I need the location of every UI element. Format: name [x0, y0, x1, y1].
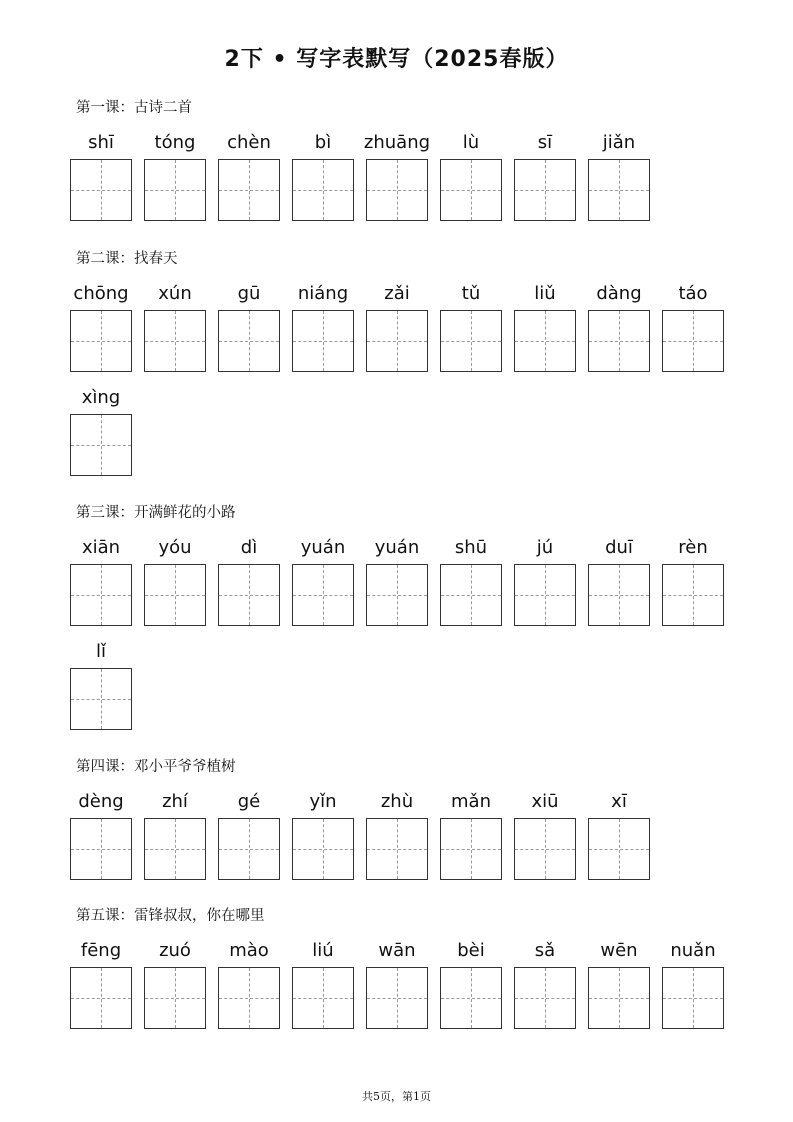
- pinyin-label: shū: [454, 537, 488, 558]
- tianzige-box[interactable]: [70, 414, 132, 476]
- pinyin-label: xiū: [531, 791, 559, 812]
- tianzige-box[interactable]: [292, 967, 354, 1029]
- page-title: 2下 • 写字表默写（2025春版）: [224, 47, 569, 72]
- pinyin-label: zuó: [159, 940, 191, 961]
- pinyin-label: chèn: [227, 132, 271, 153]
- pinyin-label: liú: [312, 940, 334, 961]
- grid-guide-vertical: [249, 160, 250, 220]
- grid-guide-vertical: [323, 160, 324, 220]
- pinyin-label: fēng: [80, 940, 122, 961]
- grid-guide-vertical: [101, 160, 102, 220]
- grid-guide-vertical: [101, 669, 102, 729]
- grid-guide-vertical: [619, 968, 620, 1028]
- pinyin-label: xiān: [81, 537, 121, 558]
- tianzige-box[interactable]: [514, 967, 576, 1029]
- grid-guide-vertical: [323, 819, 324, 879]
- pinyin-label: dì: [240, 537, 258, 558]
- pinyin-label: wēn: [600, 940, 638, 961]
- grid-guide-vertical: [175, 160, 176, 220]
- tianzige-box[interactable]: [218, 564, 280, 626]
- tianzige-box[interactable]: [366, 818, 428, 880]
- grid-guide-vertical: [545, 819, 546, 879]
- pinyin-label: táo: [678, 283, 708, 304]
- pinyin-label: dàng: [596, 283, 642, 304]
- tianzige-box[interactable]: [588, 818, 650, 880]
- tianzige-box[interactable]: [70, 310, 132, 372]
- grid-guide-vertical: [101, 311, 102, 371]
- tianzige-box[interactable]: [70, 818, 132, 880]
- pinyin-label: xìng: [81, 387, 121, 408]
- tianzige-box[interactable]: [366, 564, 428, 626]
- pinyin-label: liǔ: [534, 283, 556, 304]
- grid-guide-vertical: [249, 819, 250, 879]
- tianzige-box[interactable]: [514, 564, 576, 626]
- pinyin-label: yǐn: [309, 791, 337, 812]
- tianzige-box[interactable]: [366, 967, 428, 1029]
- grid-guide-vertical: [397, 160, 398, 220]
- pinyin-label: nuǎn: [670, 940, 716, 961]
- tianzige-box[interactable]: [144, 159, 206, 221]
- grid-guide-vertical: [619, 311, 620, 371]
- grid-guide-vertical: [249, 968, 250, 1028]
- pinyin-label: jiǎn: [602, 132, 636, 153]
- grid-guide-vertical: [471, 160, 472, 220]
- tianzige-box[interactable]: [662, 564, 724, 626]
- tianzige-box[interactable]: [588, 967, 650, 1029]
- grid-guide-vertical: [101, 415, 102, 475]
- pinyin-label: tóng: [154, 132, 196, 153]
- pinyin-label: dèng: [78, 791, 124, 812]
- tianzige-box[interactable]: [662, 967, 724, 1029]
- tianzige-box[interactable]: [70, 159, 132, 221]
- tianzige-box[interactable]: [588, 564, 650, 626]
- grid-guide-vertical: [397, 565, 398, 625]
- tianzige-box[interactable]: [70, 564, 132, 626]
- pinyin-label: tǔ: [461, 283, 481, 304]
- pinyin-label: xī: [611, 791, 627, 812]
- tianzige-box[interactable]: [366, 310, 428, 372]
- tianzige-box[interactable]: [292, 818, 354, 880]
- tianzige-box[interactable]: [218, 967, 280, 1029]
- grid-guide-vertical: [471, 311, 472, 371]
- pinyin-label: lǐ: [95, 641, 106, 662]
- pinyin-label: zǎi: [384, 283, 410, 304]
- grid-guide-vertical: [323, 968, 324, 1028]
- grid-guide-vertical: [397, 819, 398, 879]
- pinyin-label: zhù: [380, 791, 414, 812]
- grid-guide-vertical: [619, 160, 620, 220]
- pinyin-label: yóu: [158, 537, 192, 558]
- grid-guide-vertical: [619, 565, 620, 625]
- tianzige-box[interactable]: [144, 967, 206, 1029]
- pinyin-label: chōng: [73, 283, 129, 304]
- grid-guide-vertical: [545, 968, 546, 1028]
- tianzige-box[interactable]: [662, 310, 724, 372]
- tianzige-box[interactable]: [144, 818, 206, 880]
- tianzige-box[interactable]: [218, 818, 280, 880]
- pinyin-label: sī: [537, 132, 553, 153]
- tianzige-box[interactable]: [218, 159, 280, 221]
- pinyin-label: gū: [237, 283, 261, 304]
- tianzige-box[interactable]: [588, 159, 650, 221]
- tianzige-box[interactable]: [292, 310, 354, 372]
- pinyin-label: xún: [158, 283, 192, 304]
- pinyin-label: lù: [462, 132, 480, 153]
- grid-guide-vertical: [175, 565, 176, 625]
- tianzige-box[interactable]: [440, 967, 502, 1029]
- pinyin-label: rèn: [678, 537, 708, 558]
- grid-guide-vertical: [101, 968, 102, 1028]
- grid-guide-vertical: [471, 819, 472, 879]
- pinyin-label: shī: [88, 132, 114, 153]
- tianzige-box[interactable]: [292, 159, 354, 221]
- grid-guide-vertical: [693, 968, 694, 1028]
- grid-guide-vertical: [175, 311, 176, 371]
- grid-guide-vertical: [693, 565, 694, 625]
- grid-guide-vertical: [545, 160, 546, 220]
- pinyin-label: zhí: [162, 791, 188, 812]
- tianzige-box[interactable]: [588, 310, 650, 372]
- tianzige-box[interactable]: [144, 564, 206, 626]
- pinyin-label: yuán: [300, 537, 346, 558]
- lesson-heading: 第四课：邓小平爷爷植树: [76, 759, 236, 775]
- pinyin-label: zhuāng: [363, 132, 431, 153]
- grid-guide-vertical: [175, 819, 176, 879]
- grid-guide-vertical: [471, 565, 472, 625]
- grid-guide-vertical: [693, 311, 694, 371]
- tianzige-box[interactable]: [292, 564, 354, 626]
- grid-guide-vertical: [545, 565, 546, 625]
- grid-guide-vertical: [249, 311, 250, 371]
- grid-guide-vertical: [619, 819, 620, 879]
- grid-guide-vertical: [397, 968, 398, 1028]
- tianzige-box[interactable]: [366, 159, 428, 221]
- tianzige-box[interactable]: [70, 668, 132, 730]
- pinyin-label: mào: [229, 940, 269, 961]
- tianzige-box[interactable]: [514, 818, 576, 880]
- pinyin-label: duī: [605, 537, 633, 558]
- lesson-heading: 第五课：雷锋叔叔，你在哪里: [76, 908, 265, 924]
- grid-guide-vertical: [323, 311, 324, 371]
- tianzige-box[interactable]: [440, 818, 502, 880]
- tianzige-box[interactable]: [514, 159, 576, 221]
- grid-guide-vertical: [175, 968, 176, 1028]
- pinyin-label: wān: [378, 940, 416, 961]
- tianzige-box[interactable]: [440, 564, 502, 626]
- grid-guide-vertical: [101, 565, 102, 625]
- tianzige-box[interactable]: [514, 310, 576, 372]
- grid-guide-vertical: [397, 311, 398, 371]
- grid-guide-vertical: [101, 819, 102, 879]
- tianzige-box[interactable]: [440, 310, 502, 372]
- pinyin-label: niáng: [297, 283, 349, 304]
- lesson-heading: 第一课：古诗二首: [76, 100, 192, 116]
- tianzige-box[interactable]: [218, 310, 280, 372]
- tianzige-box[interactable]: [70, 967, 132, 1029]
- pinyin-label: bèi: [457, 940, 485, 961]
- grid-guide-vertical: [471, 968, 472, 1028]
- lesson-heading: 第二课：找春天: [76, 251, 178, 267]
- pinyin-label: mǎn: [451, 791, 491, 812]
- tianzige-box[interactable]: [144, 310, 206, 372]
- pinyin-label: jú: [536, 537, 554, 558]
- grid-guide-vertical: [323, 565, 324, 625]
- pinyin-label: gé: [237, 791, 261, 812]
- pinyin-label: yuán: [374, 537, 420, 558]
- tianzige-box[interactable]: [440, 159, 502, 221]
- pinyin-label: sǎ: [534, 940, 556, 961]
- lesson-heading: 第三课：开满鲜花的小路: [76, 505, 236, 521]
- grid-guide-vertical: [249, 565, 250, 625]
- pinyin-label: bì: [314, 132, 332, 153]
- page-footer: 共5页，第1页: [362, 1090, 431, 1103]
- grid-guide-vertical: [545, 311, 546, 371]
